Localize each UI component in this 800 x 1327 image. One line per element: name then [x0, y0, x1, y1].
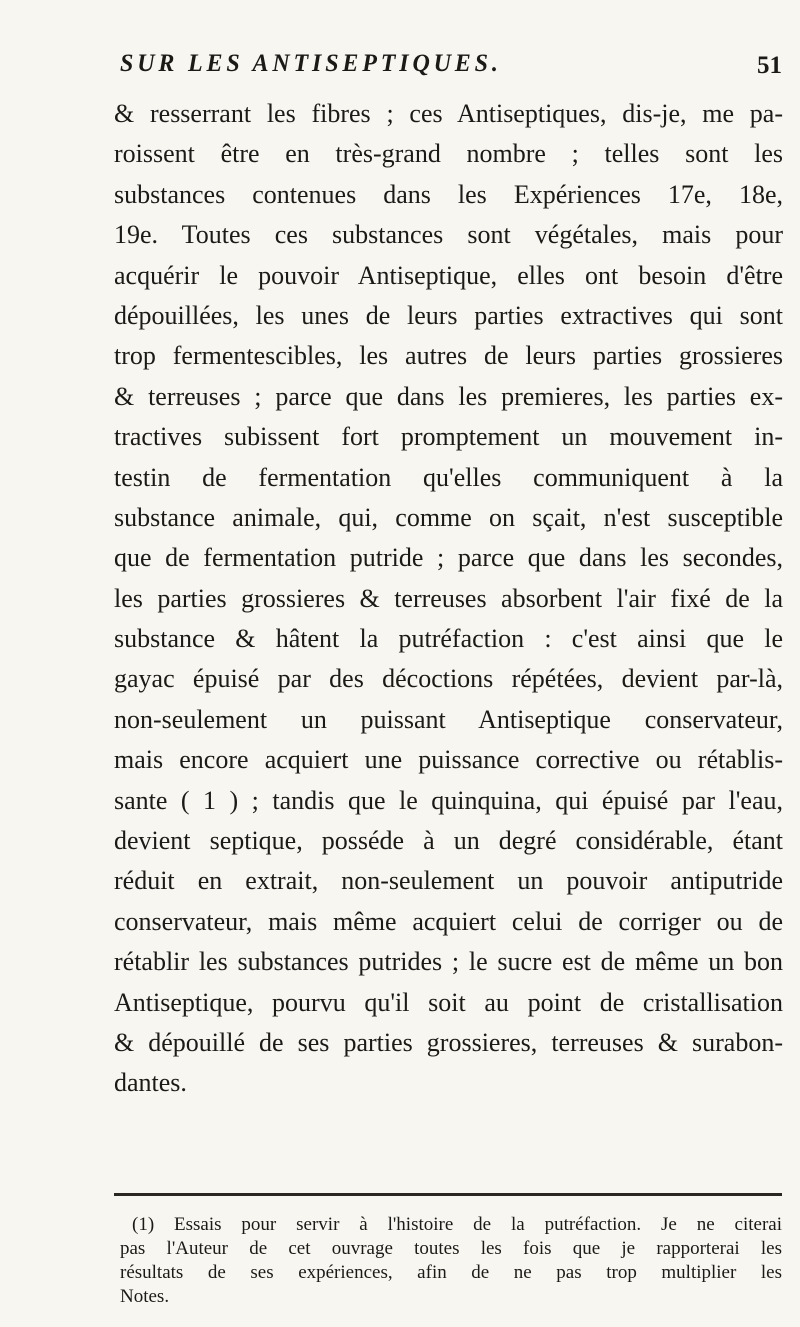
text-line: les parties grossieres & terreuses absorbent l'air fixé de la [114, 583, 783, 613]
text-line: & dépouillé de ses parties grossieres, terreuses & surabon- [114, 1027, 783, 1057]
text-line: acquérir le pouvoir Antiseptique, elles ont besoin d'être [114, 260, 783, 290]
text-line: 19e. Toutes ces substances sont végétales, mais pour [114, 220, 783, 250]
footnote [120, 1213, 782, 1309]
running-title: SUR LES ANTISEPTIQUES. [120, 50, 502, 77]
text-line: devient septique, posséde à un degré considérable, étant [114, 826, 783, 856]
text-line: testin de fermentation qu'elles communiquent à la [114, 462, 783, 492]
main-paragraph [114, 94, 783, 1104]
text-line: substance & hâtent la putréfaction : c'est ainsi que le [114, 624, 783, 654]
text-line: gayac épuisé par des décoctions répétées, devient par-là, [114, 664, 783, 694]
text-line: non-seulement un puissant Antiseptique conservateur, [114, 704, 783, 734]
text-line: trop fermentescibles, les autres de leurs parties grossieres [114, 341, 783, 371]
text-line: sante ( 1 ) ; tandis que le quinquina, qui épuisé par l'eau, [114, 785, 783, 815]
footnote-divider [114, 1193, 782, 1196]
text-line: & terreuses ; parce que dans les premieres, les parties ex- [114, 381, 783, 411]
footnote-line: Notes. [120, 1286, 170, 1307]
page-number: 51 [757, 52, 782, 79]
text-line: substance animale, qui, comme on sçait, n'est susceptible [114, 502, 783, 532]
text-line: conservateur, mais même acquiert celui de corriger ou de [114, 906, 783, 936]
text-line: Antiseptique, pourvu qu'il soit au point de cristallisation [114, 987, 783, 1017]
text-line: tractives subissent fort promptement un mouvement in- [114, 422, 783, 452]
footnote-line: résultats de ses expériences, afin de ne pas trop multiplier les [120, 1262, 782, 1283]
text-line: dantes. [114, 1068, 187, 1098]
footnote-line: pas l'Auteur de cet ouvrage toutes les fois que je rapporterai les [120, 1238, 782, 1259]
page-header [120, 50, 782, 90]
text-line: rétablir les substances putrides ; le sucre est de même un bon [114, 947, 783, 977]
text-line: substances contenues dans les Expériences 17e, 18e, [114, 179, 783, 209]
text-line: réduit en extrait, non-seulement un pouvoir antiputride [114, 866, 783, 896]
text-line: que de fermentation putride ; parce que dans les secondes, [114, 543, 783, 573]
text-line: mais encore acquiert une puissance corrective ou rétablis- [114, 745, 783, 775]
text-line: & resserrant les fibres ; ces Antiseptiques, dis-je, me pa- [114, 99, 783, 128]
text-line: roissent être en très-grand nombre ; telles sont les [114, 139, 783, 169]
text-line: dépouillées, les unes de leurs parties extractives qui sont [114, 300, 783, 330]
footnote-line: (1) Essais pour servir à l'histoire de la putréfaction. Je ne citerai [132, 1214, 782, 1235]
